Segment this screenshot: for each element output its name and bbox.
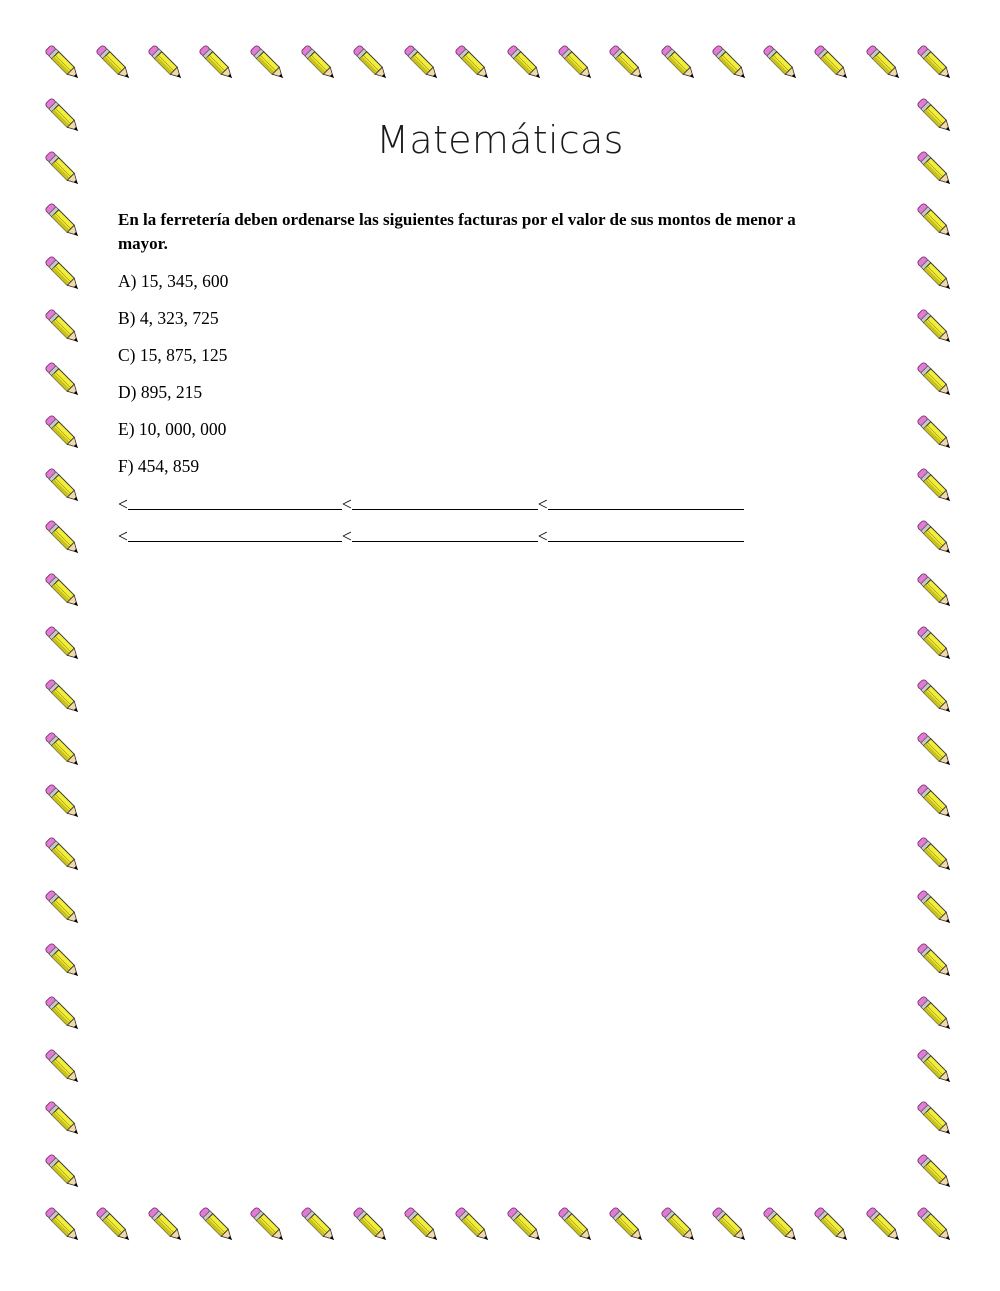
pencil-icon [38, 725, 88, 775]
pencil-icon [807, 38, 857, 88]
answer-blank[interactable] [128, 524, 342, 542]
option-b: B) 4, 323, 725 [118, 308, 219, 328]
pencil-icon [38, 1200, 88, 1250]
pencil-icon [910, 777, 960, 827]
less-than-symbol: < [537, 494, 548, 514]
pencil-icon [910, 1147, 960, 1197]
pencil-icon [602, 38, 652, 88]
pencil-icon [654, 38, 704, 88]
pencil-icon [448, 1200, 498, 1250]
pencil-icon [910, 302, 960, 352]
less-than-symbol: < [341, 526, 352, 546]
pencil-icon [141, 1200, 191, 1250]
pencil-icon [500, 38, 550, 88]
option-d: D) 895, 215 [118, 382, 203, 402]
pencil-icon [38, 249, 88, 299]
answer-blank[interactable] [352, 492, 538, 510]
pencil-icon [807, 1200, 857, 1250]
pencil-icon [910, 355, 960, 405]
page-title: Matemáticas [376, 118, 624, 162]
pencil-icon [910, 1042, 960, 1092]
less-than-symbol: < [341, 494, 352, 514]
pencil-icon [243, 1200, 293, 1250]
pencil-icon [38, 1042, 88, 1092]
pencil-icon [141, 38, 191, 88]
pencil-icon [38, 38, 88, 88]
option-c: C) 15, 875, 125 [118, 345, 228, 365]
option-a: A) 15, 345, 600 [118, 271, 229, 291]
answer-blank[interactable] [128, 492, 342, 510]
instruction-text: En la ferretería deben ordenarse las siguientes facturas por el valor de sus montos de menor a mayor. [118, 210, 796, 253]
pencil-icon [38, 196, 88, 246]
answer-line-2 [118, 524, 838, 556]
pencil-icon [38, 777, 88, 827]
pencil-icon [38, 619, 88, 669]
pencil-icon [38, 1147, 88, 1197]
pencil-icon [38, 672, 88, 722]
pencil-icon [38, 1094, 88, 1144]
pencil-icon [192, 1200, 242, 1250]
option-f: F) 454, 859 [118, 456, 200, 476]
less-than-symbol: < [118, 494, 128, 514]
answer-blank[interactable] [548, 492, 744, 510]
pencil-icon [38, 566, 88, 616]
pencil-icon [756, 1200, 806, 1250]
pencil-icon [346, 38, 396, 88]
pencil-icon [38, 830, 88, 880]
pencil-icon [38, 936, 88, 986]
pencil-icon [89, 1200, 139, 1250]
pencil-icon [38, 302, 88, 352]
pencil-icon [243, 38, 293, 88]
pencil-icon [294, 38, 344, 88]
answer-line-1 [118, 492, 838, 524]
pencil-icon [602, 1200, 652, 1250]
pencil-icon [38, 513, 88, 563]
answer-blank[interactable] [352, 524, 538, 542]
pencil-icon [910, 408, 960, 458]
pencil-icon [910, 249, 960, 299]
pencil-icon [192, 38, 242, 88]
pencil-icon [910, 1094, 960, 1144]
pencil-icon [38, 408, 88, 458]
pencil-icon [910, 936, 960, 986]
pencil-icon [705, 1200, 755, 1250]
pencil-icon [705, 38, 755, 88]
pencil-icon [756, 38, 806, 88]
less-than-symbol: < [537, 526, 548, 546]
pencil-icon [910, 566, 960, 616]
pencil-icon [910, 725, 960, 775]
pencil-icon [294, 1200, 344, 1250]
pencil-icon [859, 1200, 909, 1250]
pencil-icon [397, 38, 447, 88]
pencil-icon [346, 1200, 396, 1250]
pencil-icon [654, 1200, 704, 1250]
pencil-icon [500, 1200, 550, 1250]
pencil-icon [910, 1200, 960, 1250]
pencil-icon [38, 355, 88, 405]
worksheet-content [118, 208, 838, 556]
pencil-icon [910, 883, 960, 933]
pencil-icon [910, 513, 960, 563]
less-than-symbol: < [118, 526, 128, 546]
pencil-icon [910, 196, 960, 246]
pencil-icon [448, 38, 498, 88]
pencil-icon [38, 461, 88, 511]
pencil-icon [910, 461, 960, 511]
pencil-icon [397, 1200, 447, 1250]
answer-blank[interactable] [548, 524, 744, 542]
pencil-icon [910, 830, 960, 880]
pencil-icon [551, 38, 601, 88]
pencil-icon [859, 38, 909, 88]
pencil-icon [38, 883, 88, 933]
option-e: E) 10, 000, 000 [118, 419, 227, 439]
pencil-icon [910, 619, 960, 669]
pencil-icon [910, 38, 960, 88]
pencil-icon [910, 672, 960, 722]
pencil-icon [910, 989, 960, 1039]
pencil-icon [89, 38, 139, 88]
pencil-icon [551, 1200, 601, 1250]
pencil-icon [38, 989, 88, 1039]
